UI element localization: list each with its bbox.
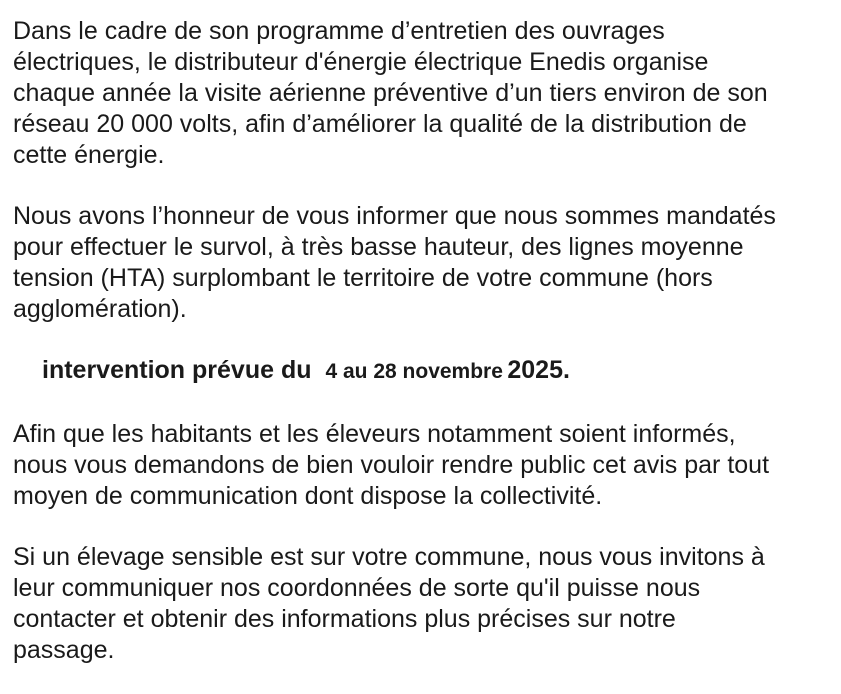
overflight-notice-paragraph: Nous avons l’honneur de vous informer que nous sommes mandatés pour effectuer le survol, à très basse hauteur, des lignes moyenne tension (HTA) surplombant le territoire de votre commune (hors agglomération). <box>13 202 776 323</box>
paragraph-spacer <box>13 325 827 355</box>
intervention-year: 2025. <box>507 356 570 384</box>
livestock-contact-paragraph: Si un élevage sensible est sur votre commune, nous vous invitons à leur communiquer nos coordonnées de sorte qu'il puisse nous contacter et obtenir des informations plus précises sur notre passage. <box>13 543 765 664</box>
intervention-lead-text: intervention prévue du <box>42 356 312 384</box>
paragraph-spacer <box>13 389 827 419</box>
intervention-date-range: 4 au 28 novembre <box>325 360 503 383</box>
paragraph-spacer <box>13 512 827 542</box>
intervention-dates-line <box>13 355 827 389</box>
paragraph-spacer <box>13 171 827 201</box>
maintenance-program-paragraph: Dans le cadre de son programme d’entretien des ouvrages électriques, le distributeur d'énergie électrique Enedis organise chaque année la visite aérienne préventive d’un tiers environ de son réseau 20 000 volts, afin d’améliorer la qualité de la distribution de cette énergie. <box>13 17 768 169</box>
public-information-paragraph: Afin que les habitants et les éleveurs notamment soient informés, nous vous demandons de bien vouloir rendre public cet avis par tout moyen de communication dont dispose la collectivité. <box>13 420 770 510</box>
